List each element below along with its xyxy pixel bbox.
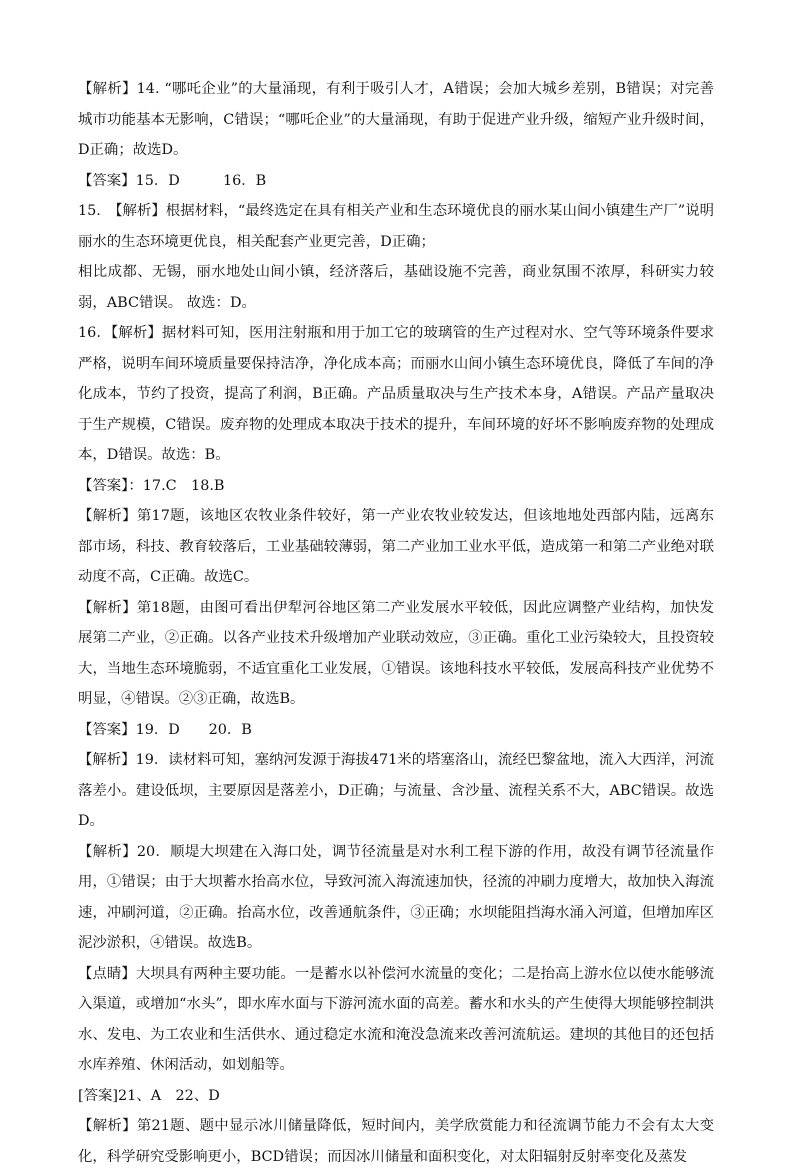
document-body bbox=[78, 74, 714, 1172]
answer-17-18: 【答案】：17.C 18.B bbox=[78, 477, 225, 494]
analysis-q14: 【解析】14. “哪吒企业”的大量涌现，有利于吸引人才，A错误；会加大城乡差别，B错误；对完善城市功能基本无影响，C错误；“哪吒企业”的大量涌现，有助于促进产业升级，缩短产业升级时间，D正确；故选D。 bbox=[78, 81, 714, 158]
analysis-q15: 15. 【解析】根据材料，“最终选定在具有相关产业和生态环境优良的丽水某山间小镇建生产厂”说明丽水的生态环境更优良，相关配套产业更完善，D正确； bbox=[78, 203, 714, 250]
analysis-q18: 【解析】第18题，由图可看出伊犁河谷地区第二产业发展水平较低，因此应调整产业结构，加快发展第二产业，②正确。以各产业技术升级增加产业联动效应，③正确。重化工业污染较大，且投资较大，当地生态环境脆弱，不适宜重化工业发展，①错误。该地科技水平较低，发展高科技产业优势不明显，④错误。②③正确，故选B。 bbox=[78, 599, 714, 707]
answer-21-22: [答案]21、A 22、D bbox=[78, 1087, 220, 1104]
analysis-q20: 【解析】20．顺堤大坝建在入海口处，调节径流量是对水利工程下游的作用，故没有调节径流量作用，①错误；由于大坝蓄水抬高水位，导致河流入海流速加快，径流的冲刷力度增大，故加快入海流速，冲刷河道，②正确。抬高水位，改善通航条件，③正确；水坝能阻挡海水涌入河道，但增加库区泥沙淤积，④错误。故选B。 bbox=[78, 843, 714, 951]
key-point-note: 【点睛】大坝具有两种主要功能。一是蓄水以补偿河水流量的变化；二是抬高上游水位以使水能够流入渠道，或增加“水头”，即水库水面与下游河流水面的高差。蓄水和水头的产生使得大坝能够控制洪水、发电、为工农业和生活供水、通过稳定水流和淹没急流来改善河流航运。建坝的其他目的还包括水库养殖、休闲活动，如划船等。 bbox=[78, 965, 714, 1073]
analysis-q16: 16．【解析】据材料可知，医用注射瓶和用于加工它的玻璃管的生产过程对水、空气等环境条件要求严格，说明车间环境质量要保持洁净，净化成本高；而丽水山间小镇生态环境优良，降低了车间的净化成本，节约了投资，提高了利润，B正确。产品质量取决与生产技术本身，A错误。产品产量取决于生产规模，C错误。废弃物的处理成本取决于技术的提升，车间环境的好坏不影响废弃物的处理成本，D错误。故选：B。 bbox=[78, 325, 714, 463]
analysis-q19: 【解析】19．读材料可知，塞纳河发源于海拔471米的塔塞洛山，流经巴黎盆地，流入大西洋，河流落差小。建设低坝，主要原因是落差小，D正确；与流量、含沙量、流程关系不大，ABC错误。故选D。 bbox=[78, 752, 714, 829]
analysis-q15-cont: 相比成都、无锡，丽水地处山间小镇，经济落后，基础设施不完善，商业氛围不浓厚，科研实力较弱，ABC错误。 故选：D。 bbox=[78, 264, 714, 311]
answer-15-16: 【答案】15．D 16．B bbox=[78, 172, 267, 189]
analysis-q21: 【解析】第21题、题中显示冰川储量降低，短时间内，美学欣赏能力和径流调节能力不会有太大变化，科学研究受影响更小，BCD错误；而因冰川储量和面积变化，对太阳辐射反射率变化及蒸发 bbox=[78, 1118, 714, 1165]
analysis-q17: 【解析】第17题，该地区农牧业条件较好，第一产业农牧业较发达，但该地地处西部内陆，远离东部市场，科技、教育较落后，工业基础较薄弱，第二产业加工业水平低，造成第一和第二产业绝对联动度不高，C正确。故选C。 bbox=[78, 508, 714, 585]
answer-19-20: 【答案】19．D 20．B bbox=[78, 721, 252, 738]
